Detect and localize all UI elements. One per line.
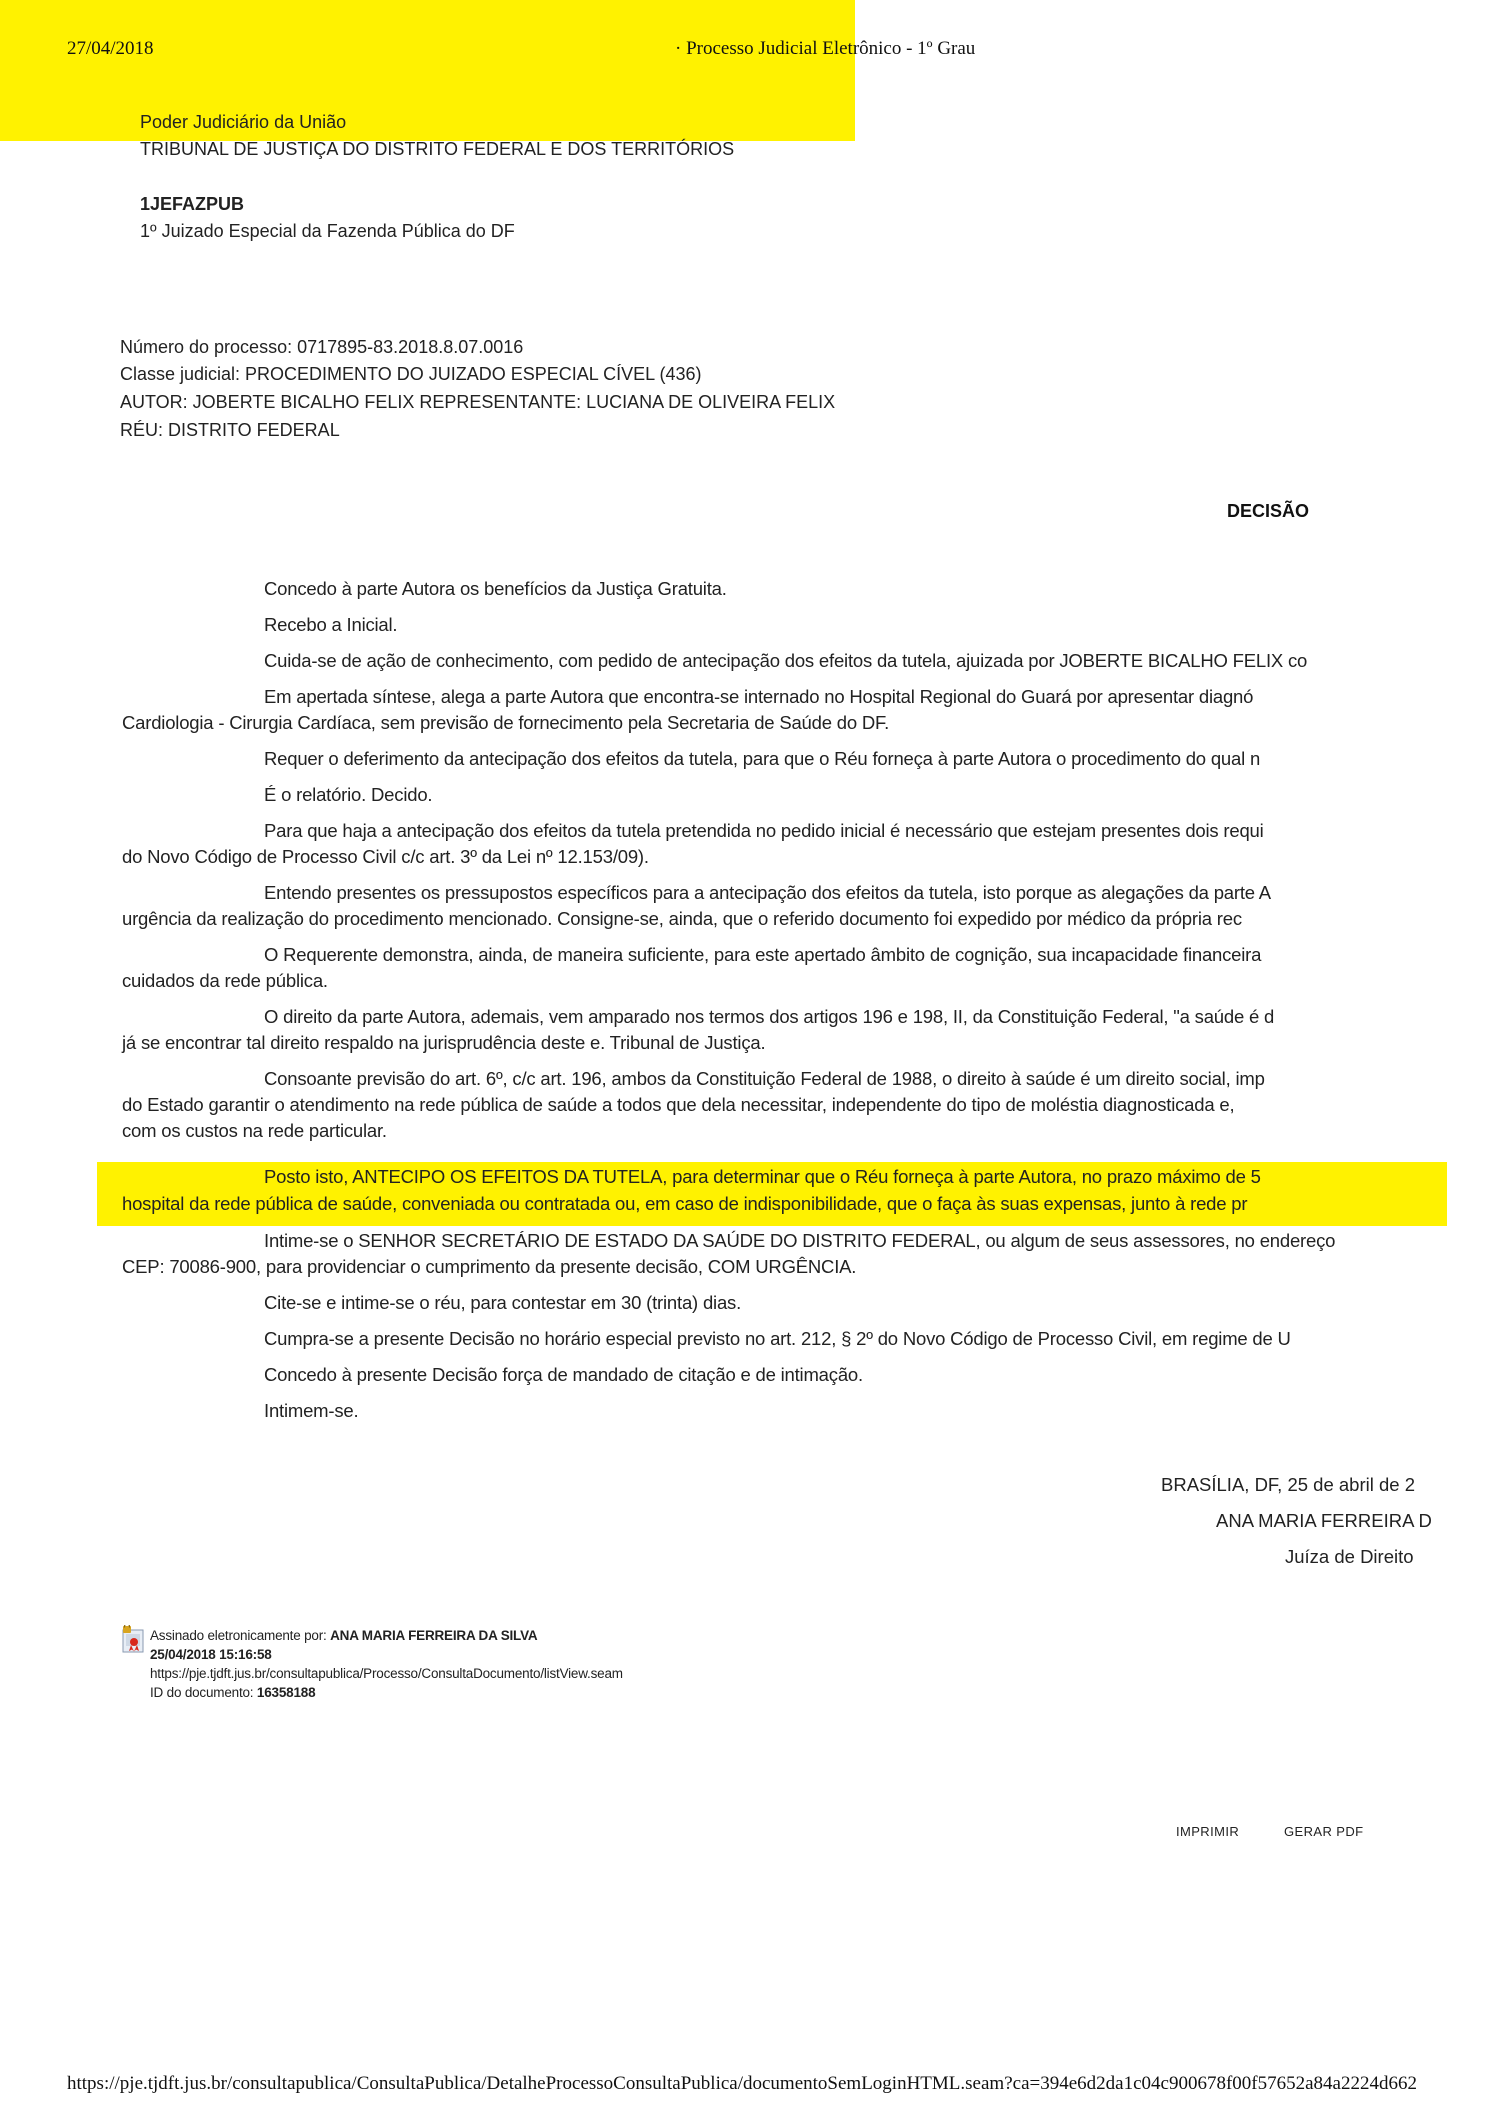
paragraph-continuation: com os custos na rede particular. [122,1120,387,1141]
paragraph: Para que haja a antecipação dos efeitos da tutela pretendida no pedido inicial é necessário que estejam presentes dois requi [264,820,1264,841]
signature-block [1100,1470,1432,1590]
unit-code: 1JEFAZPUB [140,194,245,214]
paragraph: Requer o deferimento da antecipação dos efeitos da tutela, para que o Réu forneça à parte Autora o procedimento do qual n [264,748,1261,769]
paragraph: Concedo à parte Autora os benefícios da Justiça Gratuita. [264,578,727,599]
print-date: 27/04/2018 [67,38,154,59]
signed-by-label: Assinado eletronicamente por: [150,1628,331,1643]
document-id-value: 16358188 [256,1685,316,1700]
case-class: Classe judicial: PROCEDIMENTO DO JUIZADO ESPECIAL CÍVEL (436) [120,364,702,384]
paragraph-continuation: urgência da realização do procedimento mencionado. Consigne-se, ainda, que o referido documento foi expedido por médico da própria rec [122,908,1242,929]
print-title: · Processo Judicial Eletrônico - 1º Grau [675,38,976,59]
decision-title: DECISÃO [1227,501,1310,521]
case-number: Número do processo: 0717895-83.2018.8.07.0016 [120,337,524,357]
paragraph: Concedo à presente Decisão força de mandado de citação e de intimação. [264,1364,863,1385]
paragraph: Entendo presentes os pressupostos específicos para a antecipação dos efeitos da tutela, isto porque as alegações da parte A [264,882,1271,903]
paragraph: Recebo a Inicial. [264,614,398,635]
paragraph-ruling: Posto isto, ANTECIPO OS EFEITOS DA TUTELA, para determinar que o Réu forneça à parte Autora, no prazo máximo de 5 [264,1166,1261,1187]
paragraph: O direito da parte Autora, ademais, vem amparado nos termos dos artigos 196 e 198, II, da Constituição Federal, "a saúde é d [264,1006,1275,1027]
signature-datetime: 25/04/2018 15:16:58 [150,1647,272,1662]
paragraph: Consoante previsão do art. 6º, c/c art. 196, ambos da Constituição Federal de 1988, o direito à saúde é um direito social, imp [264,1068,1265,1089]
print-footer-url: https://pje.tjdft.jus.br/consultapublica/ConsultaPublica/DetalheProcessoConsultaPublica/documentoSemLoginHTML.seam?ca=394e6d2da1c04c900678f00f57652a84a2224d662 [67,2073,1417,2094]
paragraph: Cite-se e intime-se o réu, para contestar em 30 (trinta) dias. [264,1292,742,1313]
case-plaintiff: AUTOR: JOBERTE BICALHO FELIX REPRESENTANTE: LUCIANA DE OLIVEIRA FELIX [120,392,836,412]
court-branch: Poder Judiciário da União [140,112,347,132]
judge-title: Juíza de Direito [1285,1546,1414,1567]
judge-name: ANA MARIA FERREIRA D [1216,1510,1432,1531]
paragraph: Intime-se o SENHOR SECRETÁRIO DE ESTADO DA SAÚDE DO DISTRITO FEDERAL, ou algum de seus assessores, no endereço [264,1230,1336,1251]
paragraph-continuation: Cardiologia - Cirurgia Cardíaca, sem previsão de fornecimento pela Secretaria de Saúde do DF. [122,712,890,733]
case-defendant: RÉU: DISTRITO FEDERAL [120,420,340,440]
signed-by [150,1628,537,1643]
document-id-label: ID do documento: [150,1685,257,1700]
paragraph-continuation: do Novo Código de Processo Civil c/c art. 3º da Lei nº 12.153/09). [122,846,649,867]
signer-name: ANA MARIA FERREIRA DA SILVA [330,1628,538,1643]
paragraph: É o relatório. Decido. [264,784,433,805]
paragraph-continuation: já se encontrar tal direito respaldo na jurisprudência deste e. Tribunal de Justiça. [122,1032,766,1053]
certificate-icon [120,1625,146,1651]
paragraph: Intimem-se. [264,1400,359,1421]
print-button[interactable]: IMPRIMIR [1176,1824,1240,1839]
court-name: TRIBUNAL DE JUSTIÇA DO DISTRITO FEDERAL E DOS TERRITÓRIOS [140,139,735,159]
paragraph: Cumpra-se a presente Decisão no horário especial previsto no art. 212, § 2º do Novo Código de Processo Civil, em regime de U [264,1328,1291,1349]
paragraph-continuation: CEP: 70086-900, para providenciar o cumprimento da presente decisão, COM URGÊNCIA. [122,1256,857,1277]
paragraph: O Requerente demonstra, ainda, de maneira suficiente, para este apertado âmbito de cognição, sua incapacidade financeira [264,944,1262,965]
paragraph: Cuida-se de ação de conhecimento, com pedido de antecipação dos efeitos da tutela, ajuizada por JOBERTE BICALHO FELIX co [264,650,1308,671]
paragraph-continuation: cuidados da rede pública. [122,970,328,991]
generate-pdf-button[interactable]: GERAR PDF [1284,1824,1364,1839]
document-id [150,1685,315,1700]
unit-name: 1º Juizado Especial da Fazenda Pública do DF [140,221,515,241]
paragraph: Em apertada síntese, alega a parte Autora que encontra-se internado no Hospital Regional do Guará por apresentar diagnó [264,686,1254,707]
place-date: BRASÍLIA, DF, 25 de abril de 2 [1161,1474,1415,1495]
paragraph-continuation: do Estado garantir o atendimento na rede pública de saúde a todos que dela necessitar, independente do tipo de moléstia diagnosticada e, [122,1094,1235,1115]
paragraph-continuation: hospital da rede pública de saúde, conveniada ou contratada ou, em caso de indisponibilidade, que o faça às suas expensas, junto à rede pr [122,1193,1248,1214]
verification-url[interactable]: https://pje.tjdft.jus.br/consultapublica/Processo/ConsultaDocumento/listView.seam [150,1666,623,1681]
